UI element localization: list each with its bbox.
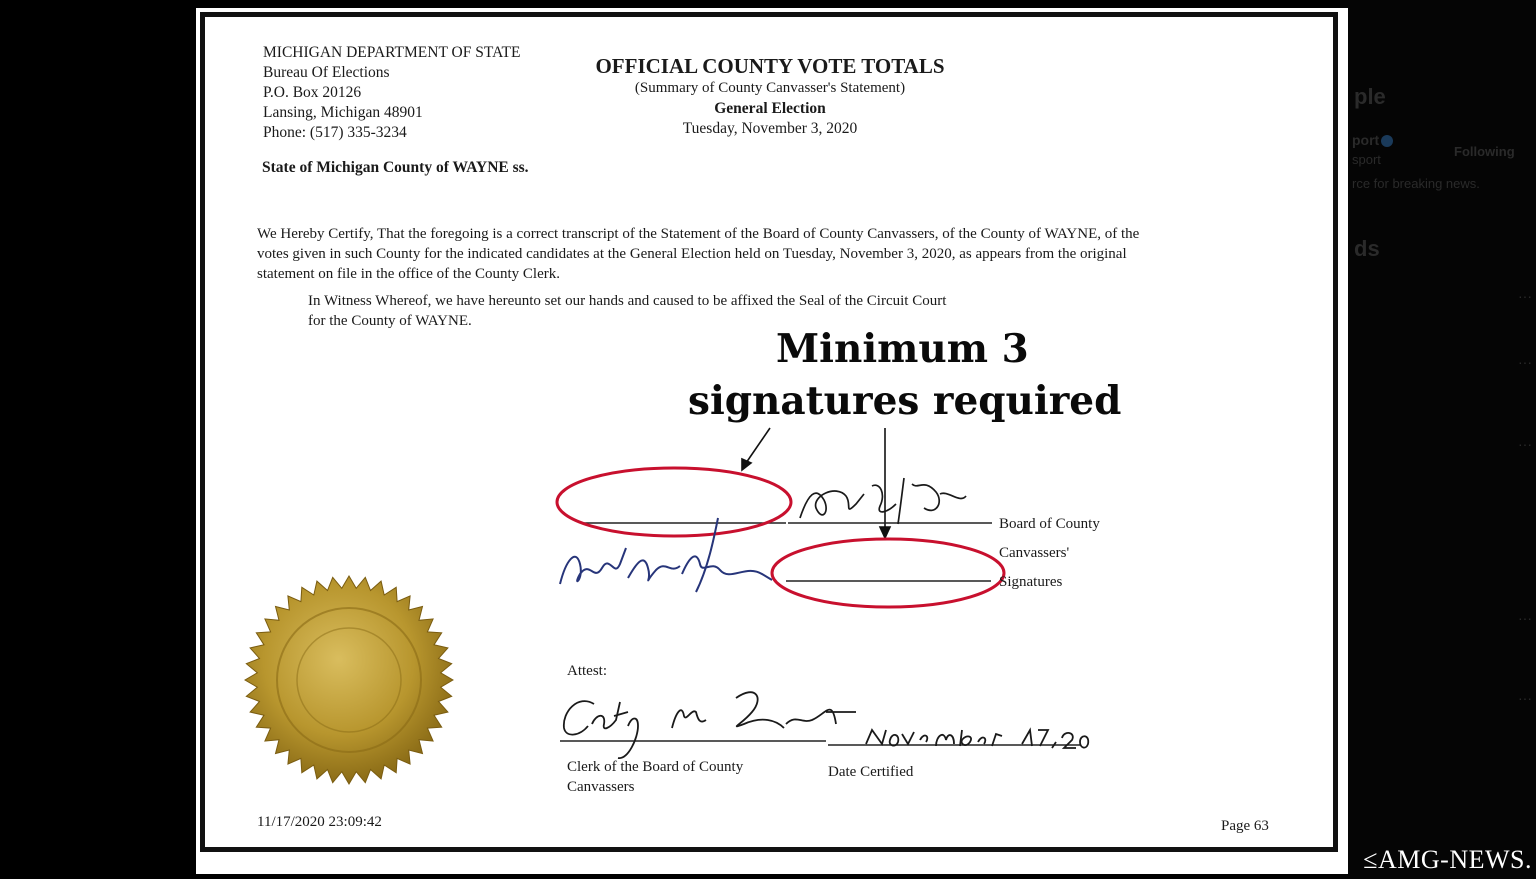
background-sidebar <box>1340 0 1536 879</box>
clerk-label-2: Canvassers <box>567 779 635 795</box>
election-type: General Election <box>714 100 826 117</box>
certification-line-3: statement on file in the office of the County Clerk. <box>257 266 560 282</box>
witness-line-1: In Witness Whereof, we have hereunto set our hands and caused to be affixed the Seal of the Circuit Court <box>308 293 947 309</box>
phone-line: Phone: (517) 335-3234 <box>263 124 407 141</box>
annotation-line-1: Minimum 3 <box>776 326 1029 372</box>
attest-label: Attest: <box>567 663 607 679</box>
date-certified-label: Date Certified <box>828 764 914 780</box>
gold-seal-icon <box>242 574 456 786</box>
more-icon[interactable]: ··· <box>1518 690 1532 706</box>
footer-timestamp: 11/17/2020 23:09:42 <box>257 814 382 830</box>
document-image[interactable] <box>196 8 1348 874</box>
more-icon[interactable]: ··· <box>1518 354 1532 370</box>
annotation-line-2: signatures required <box>688 378 1122 424</box>
certification-line-1: We Hereby Certify, That the foregoing is a correct transcript of the Statement of the Board of County Canvassers, of the County of WAYNE, of the <box>257 226 1140 242</box>
sidebar-account-name: port <box>1352 132 1393 148</box>
board-label-1: Board of County <box>999 516 1100 532</box>
board-label-2: Canvassers' <box>999 545 1070 561</box>
more-icon[interactable]: ··· <box>1518 436 1532 452</box>
amg-news-watermark: ≤AMG-NEWS. <box>1363 845 1532 874</box>
city-line: Lansing, Michigan 48901 <box>263 104 423 121</box>
po-box: P.O. Box 20126 <box>263 84 362 101</box>
document-subtitle: (Summary of County Canvasser's Statement) <box>634 80 906 96</box>
bureau-name: Bureau Of Elections <box>263 64 390 81</box>
witness-line-2: for the County of WAYNE. <box>308 313 472 329</box>
sidebar-account-handle: sport <box>1352 152 1381 167</box>
arrow-annotation <box>742 428 890 538</box>
more-icon[interactable]: ··· <box>1518 610 1532 626</box>
sidebar-tagline: rce for breaking news. <box>1352 176 1480 191</box>
page-number: Page 63 <box>1221 818 1269 834</box>
department-name: MICHIGAN DEPARTMENT OF STATE <box>263 44 521 61</box>
board-label-3: Signatures <box>999 574 1063 590</box>
missing-signature-circles <box>557 468 1004 607</box>
document-title: OFFICIAL COUNTY VOTE TOTALS <box>595 54 945 78</box>
verified-icon <box>1381 135 1393 147</box>
more-icon[interactable]: ··· <box>1518 288 1532 304</box>
following-button[interactable]: Following <box>1454 144 1515 159</box>
certification-line-2: votes given in such County for the indicated candidates at the General Election held on Tuesday, November 3, 2020, as appears from the original <box>257 246 1127 262</box>
sidebar-heading: ple <box>1354 84 1386 109</box>
sidebar-heading-trends: ds <box>1354 236 1380 261</box>
election-date: Tuesday, November 3, 2020 <box>682 120 858 137</box>
clerk-label-1: Clerk of the Board of County <box>567 759 744 775</box>
county-line: State of Michigan County of WAYNE ss. <box>262 159 529 176</box>
signature-scribble-1 <box>800 478 966 524</box>
clerk-signature <box>564 692 856 758</box>
